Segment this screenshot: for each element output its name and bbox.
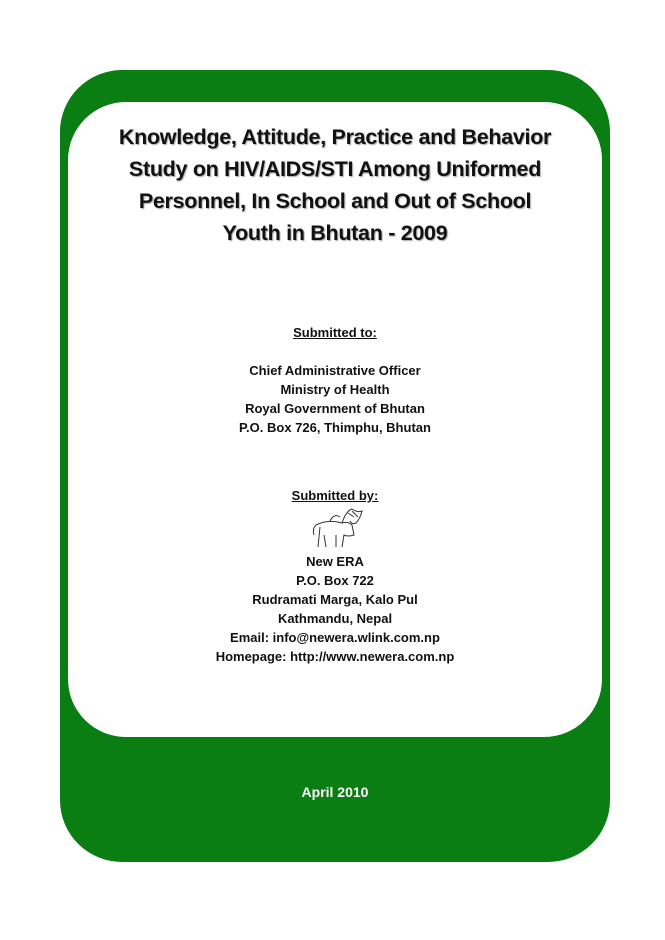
org-name: New ERA	[306, 554, 364, 569]
report-title	[68, 121, 602, 249]
submitted-to-block	[68, 323, 602, 437]
submitted-to-heading: Submitted to:	[293, 325, 377, 340]
title-line: Study on HIV/AIDS/STI Among Uniformed	[128, 157, 542, 181]
submitted-by-block	[68, 552, 602, 666]
address-line: P.O. Box 722	[296, 573, 374, 588]
new-era-logo-icon	[308, 505, 368, 553]
recipient-line: P.O. Box 726, Thimphu, Bhutan	[239, 420, 431, 435]
address-line: Kathmandu, Nepal	[277, 611, 393, 626]
recipient-line: Ministry of Health	[280, 382, 390, 397]
submitted-by-heading: Submitted by:	[291, 488, 379, 503]
email-line: Email: info@newera.wlink.com.np	[230, 630, 440, 645]
homepage-line: Homepage: http://www.newera.com.np	[215, 649, 455, 664]
address-line: Rudramati Marga, Kalo Pul	[252, 592, 418, 607]
title-line: Knowledge, Attitude, Practice and Behavior	[118, 125, 552, 149]
recipient-line: Royal Government of Bhutan	[245, 401, 425, 416]
title-line: Youth in Bhutan - 2009	[222, 221, 448, 245]
submitted-by-heading-block	[68, 486, 602, 505]
publication-date: April 2010	[301, 784, 369, 800]
title-line: Personnel, In School and Out of School	[138, 189, 532, 213]
recipient-line: Chief Administrative Officer	[249, 363, 421, 378]
